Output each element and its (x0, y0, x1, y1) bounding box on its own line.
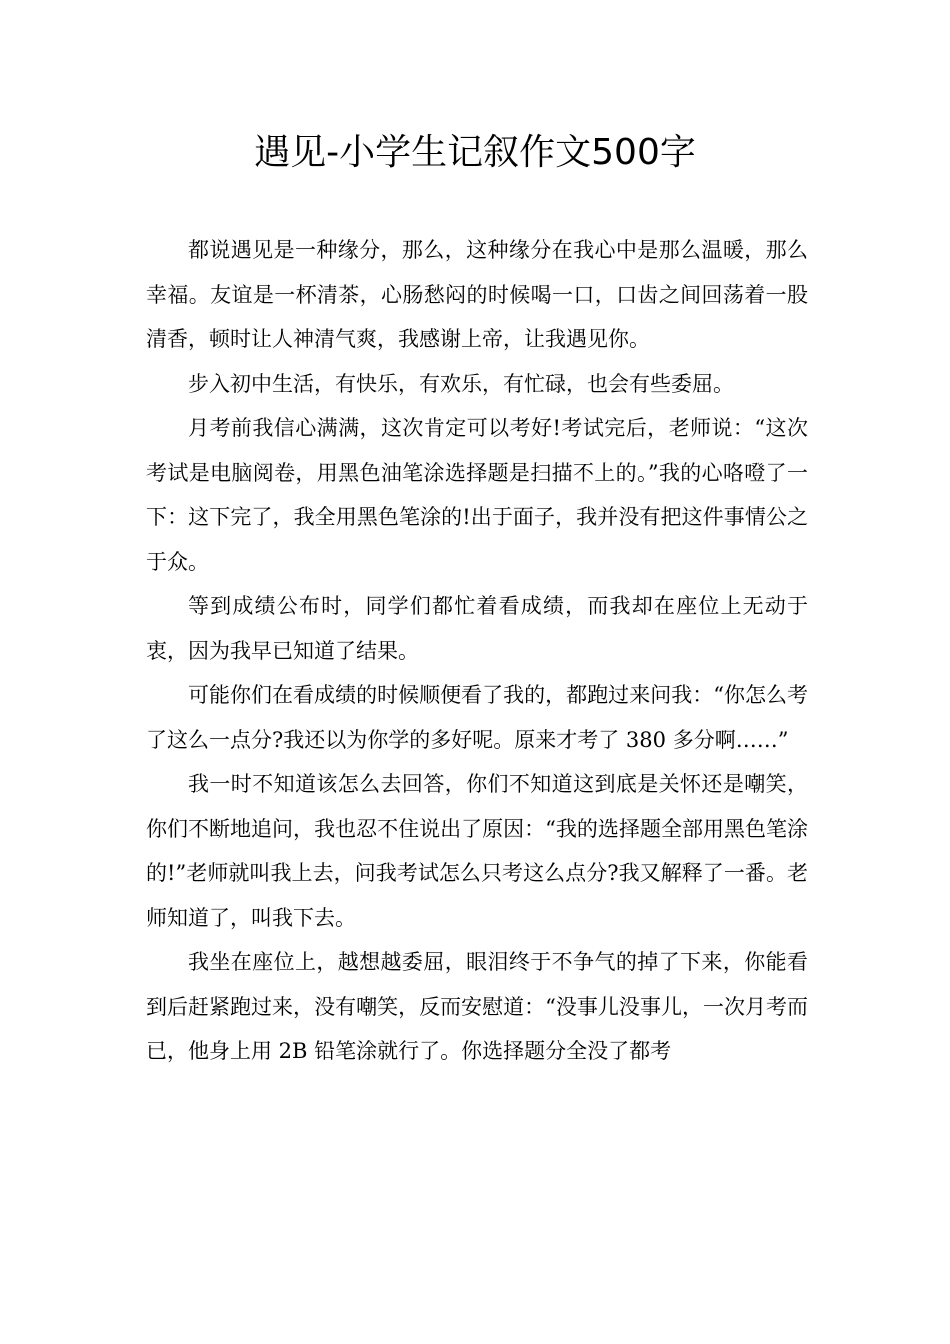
document-body (146, 228, 808, 1074)
paragraph: 可能你们在看成绩的时候顺便看了我的，都跑过来问我：“你怎么考了这么一点分?我还以为你学的多好呢。原来才考了 380 多分啊……” (146, 683, 808, 752)
paragraph: 都说遇见是一种缘分，那么，这种缘分在我心中是那么温暖，那么幸福。友谊是一杯清茶，心肠愁闷的时候喝一口，口齿之间回荡着一股清香，顿时让人神清气爽，我感谢上帝，让我遇见你。 (146, 238, 808, 351)
paragraph: 我坐在座位上，越想越委屈，眼泪终于不争气的掉了下来，你能看到后赶紧跑过来，没有嘲笑，反而安慰道：“没事儿没事儿，一次月考而已，他身上用 2B 铅笔涂就行了。你选择题分全没了都考 (146, 950, 808, 1063)
document-title: 遇见-小学生记叙作文500字 (254, 132, 696, 173)
paragraph: 月考前我信心满满，这次肯定可以考好!考试完后，老师说：“这次考试是电脑阅卷，用黑色油笔涂选择题是扫描不上的。”我的心咯噔了一下：这下完了，我全用黑色笔涂的!出于面子，我并没有把这件事情公之于众。 (146, 416, 808, 574)
paragraph: 步入初中生活，有快乐，有欢乐，有忙碌，也会有些委屈。 (188, 371, 734, 396)
paragraph: 我一时不知道该怎么去回答，你们不知道这到底是关怀还是嘲笑，你们不断地追问，我也忍不住说出了原因：“我的选择题全部用黑色笔涂的!”老师就叫我上去，问我考试怎么只考这么点分?我又解释了一番。老师知道了，叫我下去。 (146, 772, 808, 930)
paragraph: 等到成绩公布时，同学们都忙着看成绩，而我却在座位上无动于衷，因为我早已知道了结果。 (146, 594, 808, 663)
